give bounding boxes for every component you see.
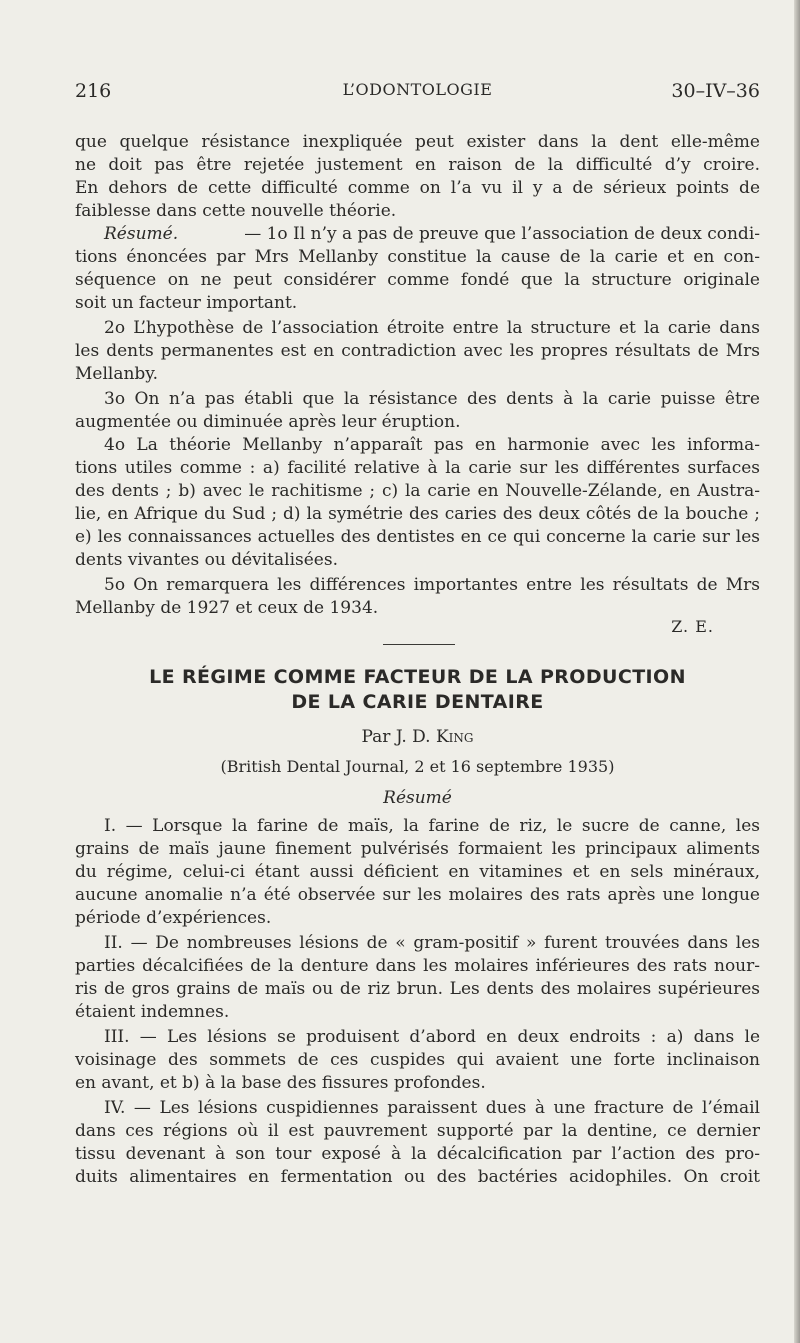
text-line: Mellanby.	[75, 364, 159, 384]
text-line: tions énoncées par Mrs Mellanby constitue la cause de la carie et en con-	[75, 247, 760, 267]
byline	[75, 726, 760, 749]
text-line: que quelque résistance inexpliquée peut exister dans la dent elle-même	[75, 132, 760, 152]
text-line: tissu devenant à son tour exposé à la décalcification par l’action des pro-	[75, 1144, 760, 1164]
text-line: en avant, et b) à la base des fissures profondes.	[75, 1073, 486, 1093]
text-line: du régime, celui-ci étant aussi déficient en vitamines et en sels minéraux,	[75, 862, 760, 882]
text-line: 3o On n’a pas établi que la résistance des dents à la carie puisse être	[104, 389, 760, 409]
text-line: lie, en Afrique du Sud ; d) la symétrie des caries des deux côtés de la bouche ;	[75, 504, 760, 524]
section-divider	[383, 644, 455, 645]
article-title-line-2: DE LA CARIE DENTAIRE	[291, 691, 544, 713]
page-edge-shadow	[794, 0, 800, 1343]
text-line: I. — Lorsque la farine de maïs, la farine de riz, le sucre de canne, les	[104, 816, 760, 836]
text-line: dents vivantes ou dévitalisées.	[75, 550, 338, 570]
text-line: tions utiles comme : a) facilité relative à la carie sur les différentes surfaces	[75, 458, 760, 478]
page-number: 216	[75, 80, 112, 102]
article-title-line-1: LE RÉGIME COMME FACTEUR DE LA PRODUCTION	[149, 666, 686, 688]
text-line: ne doit pas être rejetée justement en raison de la difficulté d’y croire.	[75, 155, 760, 175]
text-line: parties décalcifiées de la denture dans les molaires inférieures des rats nour-	[75, 956, 760, 976]
text-line: ris de gros grains de maïs ou de riz brun. Les dents des molaires supérieures	[75, 979, 760, 999]
text-line: des dents ; b) avec le rachitisme ; c) la carie en Nouvelle-Zélande, en Austra-	[75, 481, 760, 501]
running-header	[75, 80, 760, 110]
text-line: Mellanby de 1927 et ceux de 1934.	[75, 598, 379, 618]
text-line: séquence on ne peut considérer comme fondé que la structure originale	[75, 270, 760, 290]
author-name: King	[435, 727, 474, 747]
text-line: faiblesse dans cette nouvelle théorie.	[75, 201, 397, 221]
resume-line	[75, 223, 760, 246]
text-line: augmentée ou diminuée après leur éruption.	[75, 412, 461, 432]
text-line: dans ces régions où il est pauvrement supporté par la dentine, ce dernier	[75, 1121, 760, 1141]
text-line: période d’expériences.	[75, 908, 272, 928]
issue-date: 30–IV–36	[671, 80, 760, 102]
text-line: IV. — Les lésions cuspidiennes paraissent dues à une fracture de l’émail	[104, 1098, 760, 1118]
text-line: voisinage des sommets de ces cuspides qui avaient une forte inclinaison	[75, 1050, 760, 1070]
text-line: duits alimentaires en fermentation ou des bactéries acidophiles. On croit	[75, 1167, 760, 1187]
text-line: 4o La théorie Mellanby n’apparaît pas en harmonie avec les informa-	[104, 435, 760, 455]
text-line: II. — De nombreuses lésions de « gram-positif » furent trouvées dans les	[104, 933, 760, 953]
text-line: aucune anomalie n’a été observée sur les molaires des rats après une longue	[75, 885, 760, 905]
source-citation: (British Dental Journal, 2 et 16 septembre 1935)	[220, 757, 615, 776]
text-line: les dents permanentes est en contradiction avec les propres résultats de Mrs	[75, 341, 760, 361]
byline-prefix: Par J. D.	[361, 727, 431, 747]
section-heading: Résumé	[383, 788, 452, 808]
signature: Z. E.	[671, 617, 714, 636]
text-line: 5o On remarquera les différences importantes entre les résultats de Mrs	[104, 575, 760, 595]
running-head: L’ODONTOLOGIE	[342, 80, 493, 99]
text-line: e) les connaissances actuelles des dentistes en ce qui concerne la carie sur les	[75, 527, 760, 547]
text-line: soit un facteur important.	[75, 293, 298, 313]
text-line: III. — Les lésions se produisent d’abord en deux endroits : a) dans le	[104, 1027, 760, 1047]
text-line: En dehors de cette difficulté comme on l’a vu il y a de sérieux points de	[75, 178, 760, 198]
resume-label: Résumé.	[104, 224, 179, 244]
text-line: étaient indemnes.	[75, 1002, 230, 1022]
text-line: 2o L’hypothèse de l’association étroite entre la structure et la carie dans	[104, 318, 760, 338]
text-line: — 1o Il n’y a pas de preuve que l’association de deux condi-	[244, 224, 760, 244]
text-line: grains de maïs jaune finement pulvérisés formaient les principaux aliments	[75, 839, 760, 859]
